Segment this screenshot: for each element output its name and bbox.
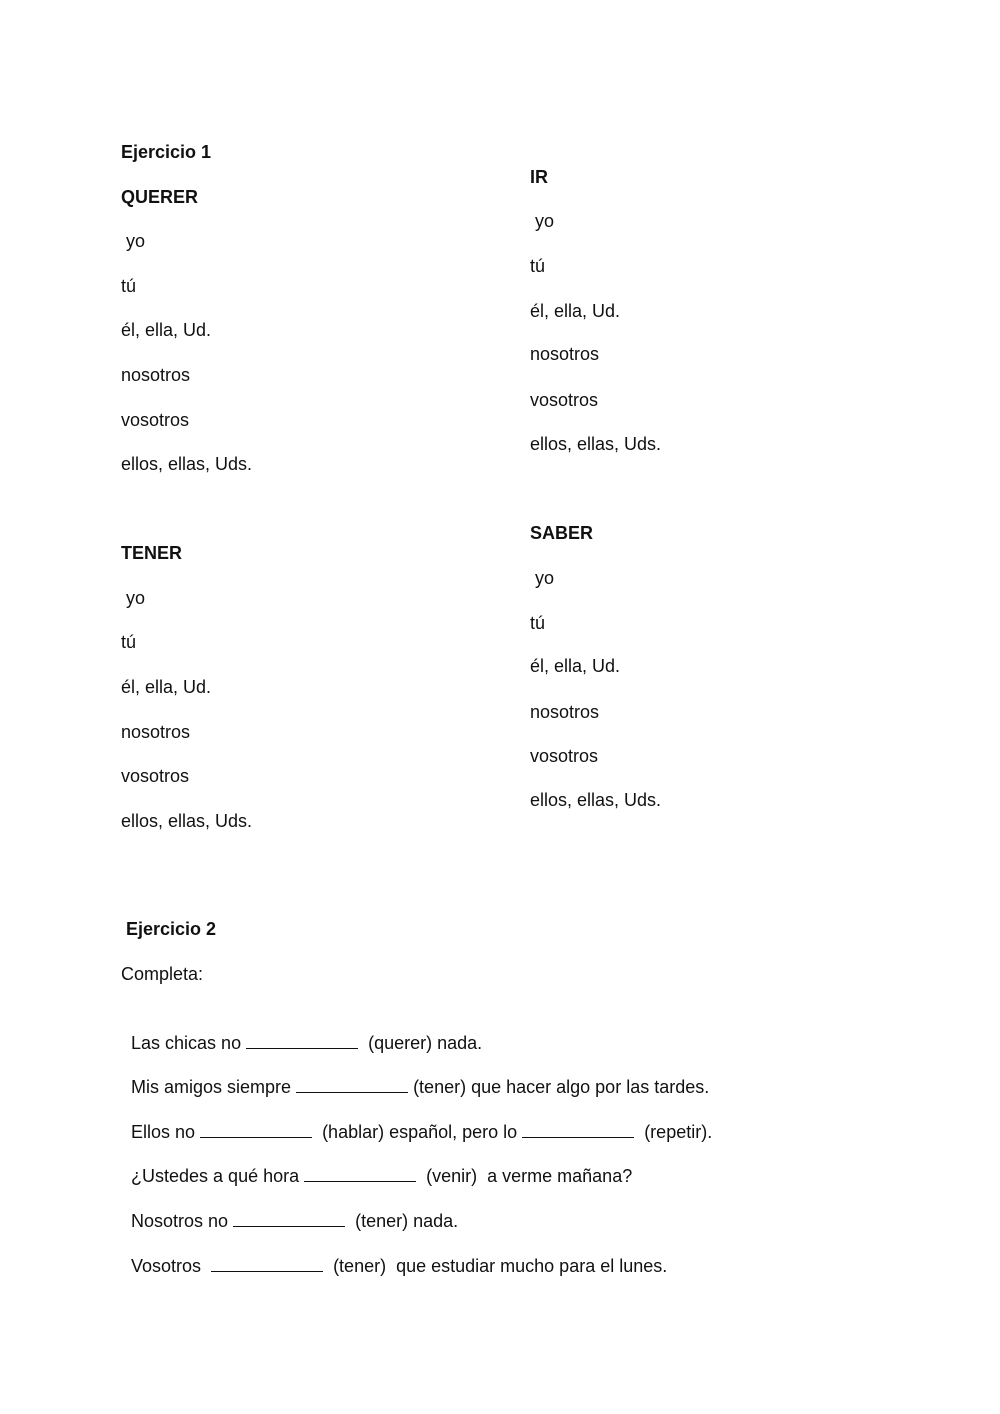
sentence-2-part-b: (tener) que hacer algo por las tardes.: [408, 1077, 710, 1097]
answer-blank[interactable]: [200, 1119, 312, 1138]
sentence-2: [121, 1052, 709, 1098]
saber-pronoun-ellos: ellos, ellas, Uds.: [530, 790, 662, 810]
answer-blank[interactable]: [211, 1253, 323, 1272]
querer-pronoun-ellos: ellos, ellas, Uds.: [121, 454, 253, 474]
tener-pronoun-yo: yo: [121, 588, 146, 608]
sentence-1-part-b: (querer) nada.: [358, 1033, 483, 1053]
sentence-3-part-b: (hablar) español, pero lo: [312, 1122, 523, 1142]
tener-pronoun-nosotros: nosotros: [121, 722, 191, 742]
sentence-6: [121, 1231, 667, 1277]
exercise-1-title: Ejercicio 1: [121, 142, 212, 162]
verb-saber: SABER: [530, 523, 594, 543]
saber-pronoun-vosotros: vosotros: [530, 746, 599, 766]
sentence-6-part-a: Vosotros: [131, 1256, 212, 1276]
querer-pronoun-yo: yo: [121, 231, 146, 251]
verb-ir: IR: [530, 167, 548, 187]
answer-blank[interactable]: [304, 1163, 416, 1182]
ir-pronoun-el: él, ella, Ud.: [530, 301, 621, 321]
sentence-2-part-a: Mis amigos siempre: [131, 1077, 297, 1097]
sentence-3: [121, 1097, 712, 1143]
saber-pronoun-nosotros: nosotros: [530, 702, 600, 722]
answer-blank[interactable]: [246, 1030, 358, 1049]
exercise-2-title: Ejercicio 2: [126, 919, 217, 939]
ir-pronoun-ellos: ellos, ellas, Uds.: [530, 434, 662, 454]
sentence-5: [121, 1186, 458, 1232]
exercise-2-instruction: Completa:: [121, 964, 204, 984]
ir-pronoun-tu: tú: [530, 256, 546, 276]
sentence-5-part-a: Nosotros no: [131, 1211, 234, 1231]
ir-pronoun-vosotros: vosotros: [530, 390, 599, 410]
sentence-3-part-c: (repetir).: [634, 1122, 713, 1142]
ir-pronoun-nosotros: nosotros: [530, 344, 600, 364]
saber-pronoun-yo: yo: [530, 568, 555, 588]
tener-pronoun-vosotros: vosotros: [121, 766, 190, 786]
querer-pronoun-el: él, ella, Ud.: [121, 320, 212, 340]
sentence-3-part-a: Ellos no: [131, 1122, 201, 1142]
sentence-6-part-b: (tener) que estudiar mucho para el lunes.: [323, 1256, 668, 1276]
verb-querer: QUERER: [121, 187, 199, 207]
querer-pronoun-tu: tú: [121, 276, 137, 296]
sentence-1: [121, 1008, 482, 1054]
sentence-5-part-b: (tener) nada.: [345, 1211, 459, 1231]
tener-pronoun-tu: tú: [121, 632, 137, 652]
saber-pronoun-tu: tú: [530, 613, 546, 633]
querer-pronoun-nosotros: nosotros: [121, 365, 191, 385]
tener-pronoun-el: él, ella, Ud.: [121, 677, 212, 697]
querer-pronoun-vosotros: vosotros: [121, 410, 190, 430]
sentence-4-part-b: (venir) a verme mañana?: [416, 1166, 633, 1186]
sentence-1-part-a: Las chicas no: [131, 1033, 247, 1053]
sentence-4-part-a: ¿Ustedes a qué hora: [131, 1166, 305, 1186]
verb-tener: TENER: [121, 543, 183, 563]
tener-pronoun-ellos: ellos, ellas, Uds.: [121, 811, 253, 831]
ir-pronoun-yo: yo: [530, 211, 555, 231]
sentence-4: [121, 1141, 632, 1187]
answer-blank[interactable]: [522, 1119, 634, 1138]
answer-blank[interactable]: [296, 1074, 408, 1093]
answer-blank[interactable]: [233, 1208, 345, 1227]
saber-pronoun-el: él, ella, Ud.: [530, 656, 621, 676]
